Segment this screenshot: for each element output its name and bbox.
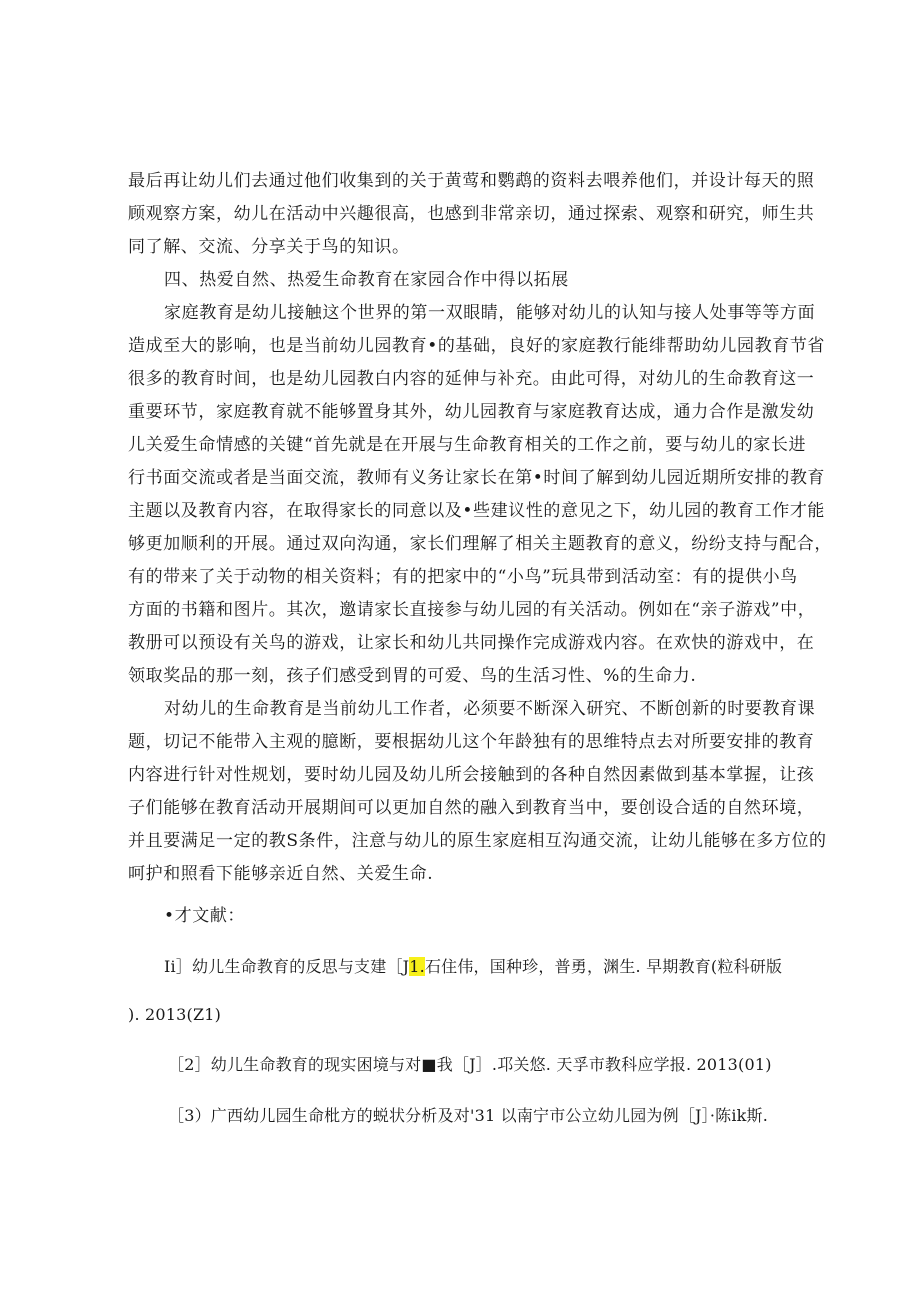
paragraph-line: 造成至大的影响，也是当前幼儿园教育•的基础，良好的家庭教行能绯帮助幼儿园教育节省: [128, 336, 826, 356]
paragraph-line: 呵护和照看下能够亲近自然、关爱生命.: [128, 864, 434, 884]
paragraph-line: 有的带来了关于动物的相关资料；有的把家中的“小鸟”玩具带到活动室：有的提供小鸟: [128, 567, 798, 587]
reference-1-text: Ii］幼儿生命教育的反思与支建［J: [164, 957, 410, 976]
reference-3: ［3）广西幼儿园生命枇方的蜕状分析及对'31 以南宁市公立幼儿园为例［J］·陈ik斯.: [168, 1106, 769, 1125]
paragraph-line: 方面的书籍和图片。其次，邀请家长直接参与幼儿园的有关活动。例如在“亲子游戏”中，: [128, 600, 816, 620]
paragraph-line: 题，切记不能带入主观的臆断，要根据幼儿这个年龄独有的思维特点去对所要安排的教育: [128, 732, 815, 752]
reference-1-text-rest: 石住伟，国种珍，普勇，渊生. 早期教育(粒科研版: [424, 957, 783, 976]
paragraph-line: 儿关爱生命情感的关键“首先就是在开展与生命教育相关的工作之前，要与幼儿的家长进: [128, 435, 807, 455]
paragraph-line: 最后再让幼儿们去通过他们收集到的关于黄莺和鹦鹉的资料去喂养他们，并设计每天的照: [128, 171, 815, 191]
paragraph-line: 并且要满足一定的教S条件，注意与幼儿的原生家庭相互沟通交流，让幼儿能够在多方位的: [128, 831, 827, 851]
paragraph-line: 重要环节，家庭教育就不能够置身其外，幼儿园教育与家庭教育达成，通力合作是激发幼: [128, 402, 815, 422]
paragraph-line: 子们能够在教育活动开展期间可以更加自然的融入到教育当中，要创设合适的自然环境，: [128, 798, 815, 818]
paragraph-line: 领取奖品的那一刻，孩子们感受到胃的可爱、鸟的生活习性、%的生命力.: [128, 666, 697, 686]
reference-1: [164, 956, 782, 978]
reference-2: ［2］幼儿生命教育的现实困境与对■我［J］.邛关悠. 天孚市教科应学报. 2013(01): [168, 1055, 772, 1074]
paragraph-line: 家庭教育是幼儿接触这个世界的第一双眼睛，能够对幼儿的认知与接人处事等等方面: [164, 303, 816, 323]
paragraph-line: 够更加顺利的开展。通过双向沟通，家长们理解了相关主题教育的意义，纷纷支持与配合，: [128, 534, 832, 554]
highlighted-text: 1.: [409, 957, 425, 976]
references-heading: •才文献：: [164, 906, 246, 926]
paragraph-line: 行书面交流或者是当面交流，教师有义务让家长在第•时间了解到幼儿园近期所安排的教育: [128, 468, 826, 488]
reference-1-continuation: ). 2013(Z1): [128, 1005, 222, 1024]
paragraph-line: 教册可以预设有关鸟的游戏，让家长和幼儿共同操作完成游戏内容。在欢快的游戏中，在: [128, 633, 815, 653]
paragraph-line: 主题以及教育内容，在取得家长的同意以及•些建议性的意见之下，幼儿园的教育工作才能: [128, 501, 826, 521]
paragraph-line: 同了解、交流、分享关于鸟的知识。: [128, 237, 410, 257]
paragraph-line: 很多的教育时间，也是幼儿园教白内容的延伸与补充。由此可得，对幼儿的生命教育这一: [128, 369, 815, 389]
paragraph-line: 对幼儿的生命教育是当前幼儿工作者，必须要不断深入研究、不断创新的时要教育课: [164, 699, 816, 719]
paragraph-line: 内容进行针对性规划，要时幼儿园及幼儿所会接触到的各种自然因素做到基本掌握，让孩: [128, 765, 815, 785]
section-heading: 四、热爱自然、热爱生命教育在家园合作中得以拓展: [164, 270, 569, 290]
paragraph-line: 顾观察方案，幼儿在活动中兴趣很高，也感到非常亲切，通过探索、观察和研究，师生共: [128, 204, 815, 224]
